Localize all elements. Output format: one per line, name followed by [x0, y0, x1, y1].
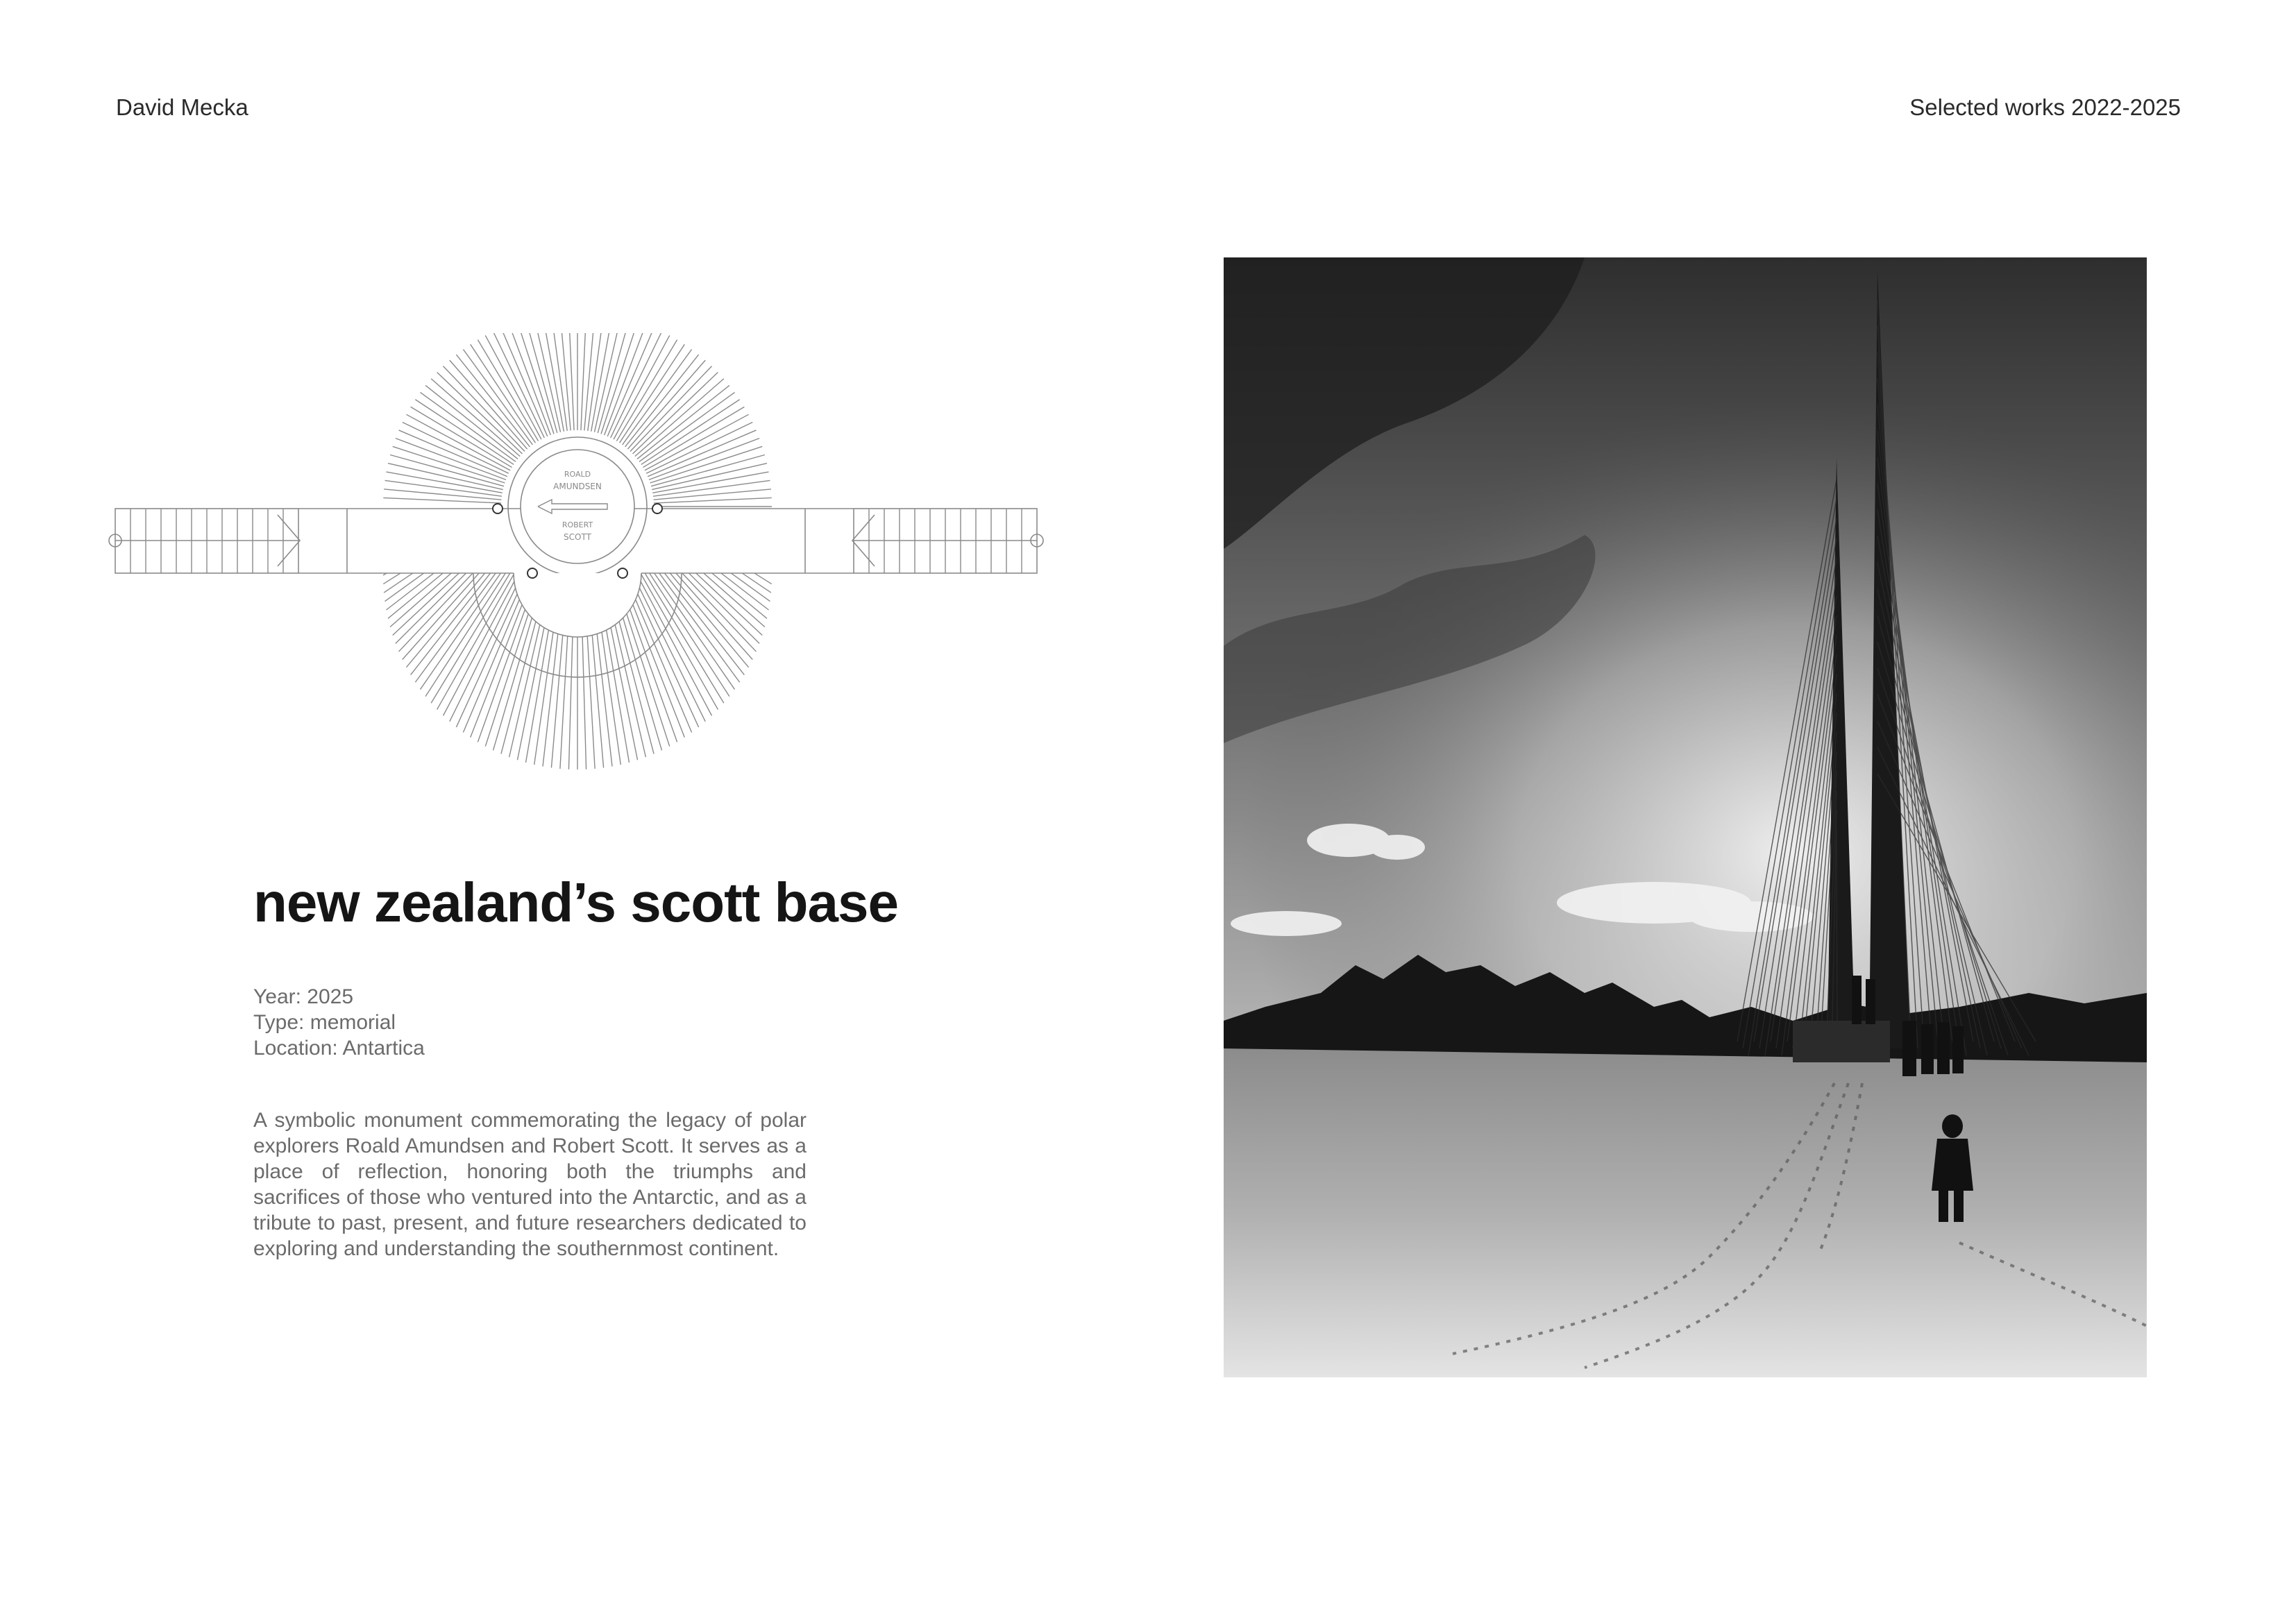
meta-location: Location: Antartica — [253, 1037, 425, 1060]
plan-ray-line — [509, 333, 551, 435]
plan-ray-line — [646, 423, 752, 474]
project-title: new zealand’s scott base — [253, 872, 898, 933]
plan-name-roald: ROALD — [564, 470, 591, 479]
plan-ray-line — [652, 472, 768, 493]
portfolio-subtitle: Selected works 2022-2025 — [1909, 94, 2181, 120]
plan-name-scott: SCOTT — [564, 532, 591, 542]
plan-ray-line — [588, 333, 604, 431]
plan-ray-line — [605, 333, 646, 435]
meta-year: Year: 2025 — [253, 985, 354, 1008]
site-plan-drawing — [104, 333, 1055, 805]
plan-ray-line — [651, 455, 765, 486]
plan-ray-line — [478, 340, 538, 441]
plan-name-amundsen: AMUNDSEN — [553, 482, 602, 491]
meta-type: Type: memorial — [253, 1011, 396, 1034]
plan-ray-line — [501, 333, 548, 436]
memorial-photo — [1224, 257, 2147, 1377]
plan-ray-line — [390, 455, 504, 486]
plan-ray-line — [386, 472, 502, 493]
plan-ray-line — [383, 498, 501, 503]
plan-ray-line — [607, 333, 654, 436]
plan-ray-line — [616, 340, 677, 441]
memorial-photo-svg — [1224, 257, 2147, 1377]
project-description: A symbolic monument commemorating the legacy of polar explorers Roald Amundsen and Robert Scott. It serves as a place of reflection, honoring both the triumphs and sacrifices of those who ventured into the Antarctic, and as a tribute to past, present, and future researchers dedicated to exploring and understanding the southernmost continent. — [253, 1109, 807, 1260]
plan-ray-line — [654, 498, 772, 503]
plan-ray-line — [643, 407, 744, 467]
plan-name-robert: ROBERT — [562, 520, 593, 529]
plan-ray-line — [594, 333, 621, 432]
plan-ray-line — [403, 423, 509, 474]
plan-ray-line — [654, 489, 771, 500]
project-meta — [253, 984, 425, 1061]
plan-ray-line — [534, 333, 561, 432]
site-plan-svg — [104, 333, 1055, 805]
plan-ray-line — [653, 480, 770, 496]
author-name: David Mecka — [116, 94, 248, 120]
plan-ray-line — [385, 480, 502, 496]
plan-ray-line — [551, 333, 567, 431]
plan-ray-line — [411, 407, 512, 467]
plan-ray-line — [384, 489, 501, 500]
